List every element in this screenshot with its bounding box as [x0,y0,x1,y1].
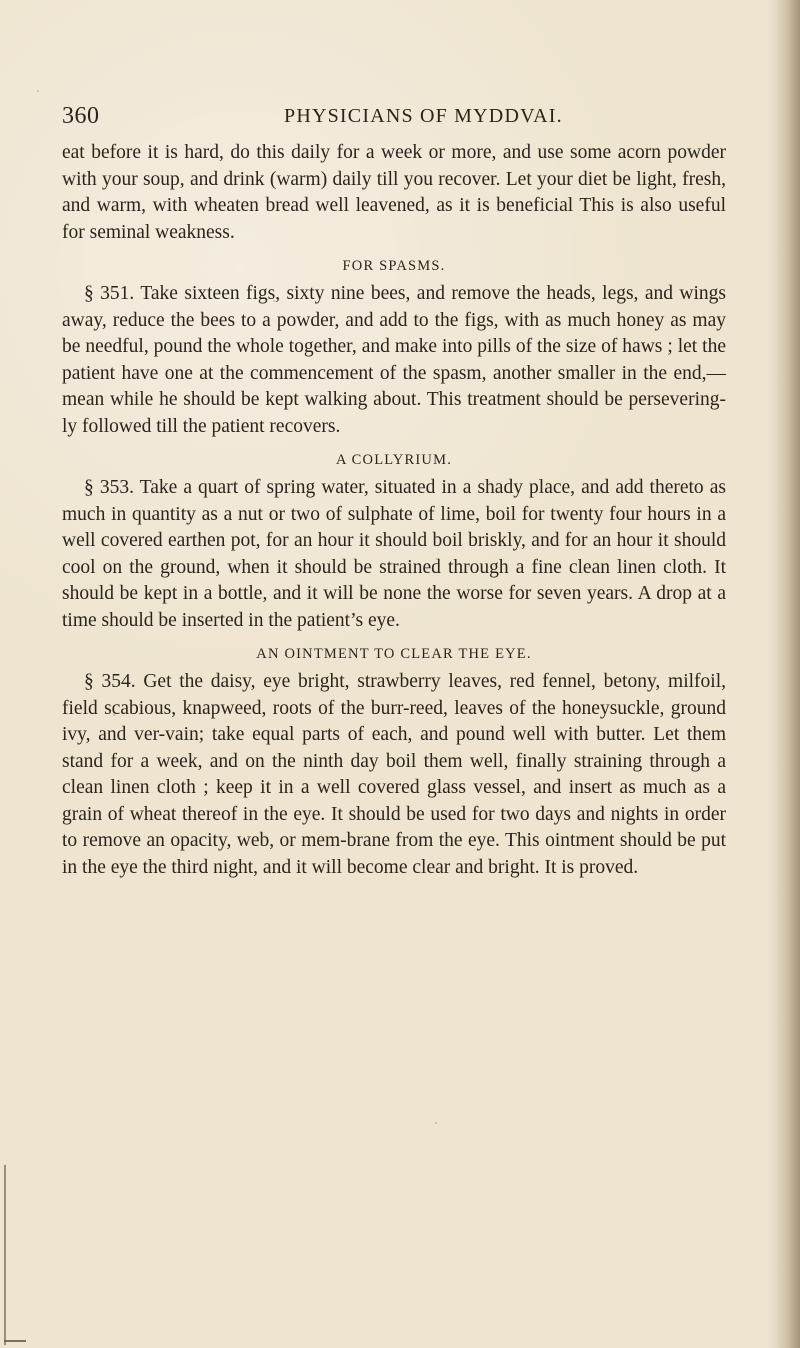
section-heading-collyrium: A COLLYRIUM. [335,452,453,468]
page-edge-shadow [778,0,800,1348]
page-content [62,140,726,881]
paper-speck [37,90,39,92]
paper-speck [435,1122,437,1124]
section-text-eye-ointment: § 354. Get the daisy, eye bright, strawberry leaves, red fennel, betony, milfoil, field scabious, knapweed, roots of the burr-reed, leaves of the honeysuckle, ground ivy, and ver-vain; take equal parts of each, and pound well with butter. Let them stand for a week, and on the ninth day boil them well, finally straining through a clean linen cloth ; keep it in a well covered glass vessel, and insert as much as a grain of wheat thereof in the eye. It should be used for two days and nights in order to remove an opacity, web, or mem-brane from the eye. This ointment should be put in the eye the third night, and it will become clear and bright. It is proved. [62,671,726,878]
section-heading-spasms: FOR SPASMS. [342,258,446,274]
section-text-collyrium: § 353. Take a quart of spring water, situated in a shady place, and add thereto as much in quantity as a nut or two of sulphate of lime, boil for twenty four hours in a well covered earthen pot, for an hour it should boil briskly, and for an hour it should cool on the ground, when it should be strained through a fine clean linen cloth. It should be kept in a bottle, and it will be none the worse for seven years. A drop at a time should be inserted in the patient’s eye. [62,477,726,631]
page-corner-mark [4,1340,26,1342]
running-title: PHYSICIANS OF MYDDVAI. [284,105,563,127]
section-text-spasms: § 351. Take sixteen figs, sixty nine bees, and remove the heads, legs, and wings away, reduce the bees to a powder, and add to the figs, with as much honey as may be needful, pound the whole together, and make into pills of the size of haws ; let the patient have one at the commencement of the spasm, another smaller in the end,—mean while he should be kept walking about. This treatment should be persevering-ly followed till the patient recovers. [62,283,726,437]
page-number: 360 [62,103,100,129]
page-crop-line [4,1165,6,1345]
section-heading-eye-ointment: AN OINTMENT TO CLEAR THE EYE. [256,646,532,662]
intro-paragraph: eat before it is hard, do this daily for a week or more, and use some acorn powder with your soup, and drink (warm) daily till you recover. Let your diet be light, fresh, and warm, with wheaten bread well leavened, as it is beneficial This is also useful for seminal weakness. [62,142,726,243]
page-header [62,103,762,137]
